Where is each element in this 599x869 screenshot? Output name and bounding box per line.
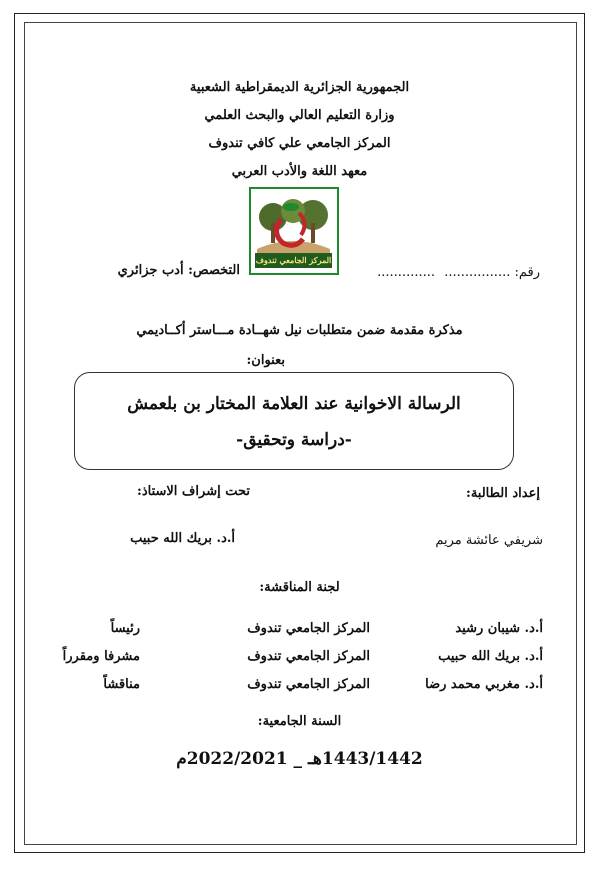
committee-member-institution: المركز الجامعي تندوف xyxy=(247,649,370,664)
academic-year-label: السنة الجامعية: xyxy=(257,714,342,729)
committee-member-institution: المركز الجامعي تندوف xyxy=(247,621,370,636)
committee-member-institution: المركز الجامعي تندوف xyxy=(247,677,370,692)
institute-line: معهد اللغة والأدب العربي xyxy=(231,164,368,179)
student-label: إعداد الطالبة: xyxy=(466,486,540,501)
university-center-line: المركز الجامعي علي كافي تندوف xyxy=(208,136,391,151)
committee-member-role: رئيساً xyxy=(110,621,140,636)
memo-intro: مذكرة مقدمة ضمن متطلبات نيل شهــادة مـــاستر أكــاديمي xyxy=(136,323,463,338)
academic-year-value: 1443/1442هـ _ 2022/2021م xyxy=(176,749,423,769)
university-logo xyxy=(249,187,339,275)
ministry-line: وزارة التعليم العالي والبحث العلمي xyxy=(204,108,395,123)
title-label: بعنوان: xyxy=(246,353,285,368)
committee-member-role: مناقشاً xyxy=(103,677,140,692)
supervisor-label: تحت إشراف الاستاذ: xyxy=(137,484,250,499)
committee-member-name: أ.د. شيبان رشيد xyxy=(455,621,543,636)
supervisor-name: أ.د. بريك الله حبيب xyxy=(130,531,235,546)
number-dots: .............. xyxy=(377,265,435,280)
committee-member-name: أ.د. مغربي محمد رضا xyxy=(425,677,543,692)
title-box xyxy=(74,372,514,470)
logo-caption: المركز الجامعي تندوف xyxy=(255,255,332,265)
thesis-subtitle: -دراسة وتحقيق- xyxy=(236,430,352,450)
committee-label: لجنة المناقشة: xyxy=(259,580,340,595)
number-label: رقم: ................ xyxy=(444,265,540,280)
specialty-field: التخصص: أدب جزائري xyxy=(117,263,240,278)
republic-line: الجمهورية الجزائرية الديمقراطية الشعبية xyxy=(189,80,410,95)
student-name: شريفي عائشة مريم xyxy=(435,533,543,548)
committee-member-name: أ.د. بريك الله حبيب xyxy=(438,649,543,664)
thesis-title: الرسالة الاخوانية عند العلامة المختار بن بلعمش xyxy=(127,394,461,414)
committee-member-role: مشرفا ومقرراً xyxy=(62,649,140,664)
